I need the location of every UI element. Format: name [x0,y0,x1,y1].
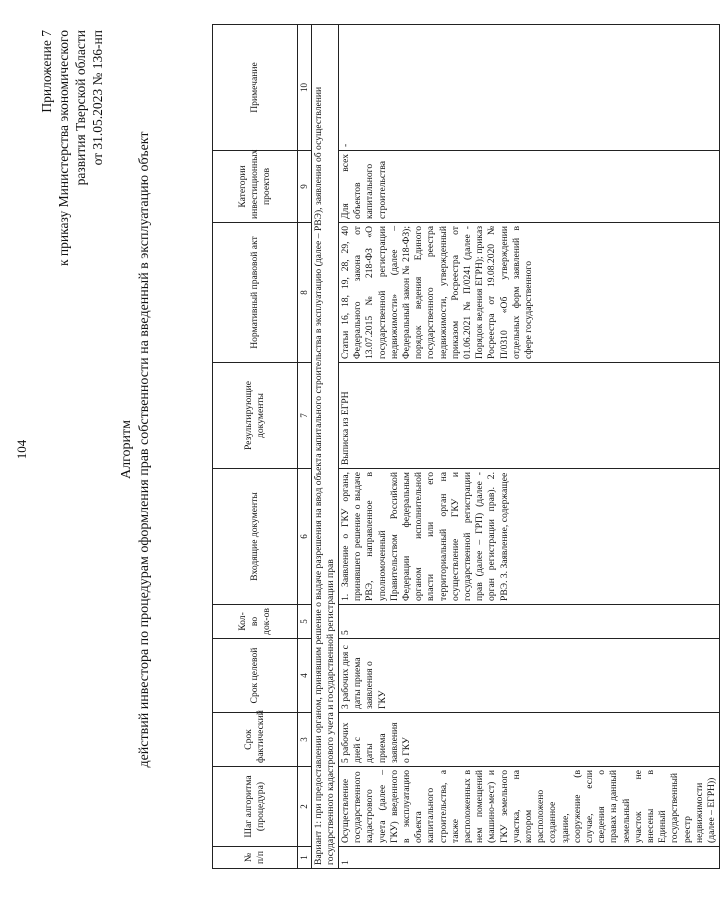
header-legal-act: Нормативный правовой акт [213,223,298,363]
column-number: 9 [298,151,312,223]
document-title: Алгоритм [119,420,134,479]
column-number: 1 [298,847,312,869]
column-number: 6 [298,469,312,605]
legal-act-cell: Статьи 16, 18, 19, 28, 29, 40 Федерального закона от 13.07.2015 № 218-ФЗ «О государственной регистрации недвижимости» (далее – Федеральный закон № 218-ФЗ); порядок ведения Единого государственного реестра недвижимости, утвержденный приказом Росреестра от 01.06.2021 № П/0241 (далее - Порядок ведения ЕГРН); приказ Росреестра от 19.08.2020 № П/0310 «Об утверждении отдельных форм заявлений в сфере государственного [339,223,720,363]
column-number: 7 [298,363,312,469]
header-result-docs: Результирующие документы [213,363,298,469]
header-input-docs: Входящие документы [213,469,298,605]
header-step: Шаг алгоритма (процедура) [213,767,298,847]
appendix-line-4: от 31.05.2023 № 136-нп [90,30,105,166]
appendix-reference [38,30,106,266]
header-target-term: Срок целевой [213,639,298,713]
table-header-row [213,25,298,869]
header-note: Примечание [213,25,298,151]
appendix-line-2: к приказу Министерства экономического [56,30,71,267]
header-actual-term: Срок фактический [213,713,298,767]
target-term-cell: 3 рабочих дня с даты приема заявления о ГКУ [339,639,720,713]
header-number: № п/п [213,847,298,869]
column-number: 8 [298,223,312,363]
result-docs-cell: Выписка из ЕГРН [339,363,720,469]
document-subtitle: действий инвестора по процедурам оформления прав собственности на введенный в эксплуатацию объект [137,131,152,768]
column-number: 5 [298,605,312,639]
column-number: 4 [298,639,312,713]
variant-description: Вариант 1: при предоставлении органом, принявшим решение о выдаче разрешения на ввод объекта капитального строительства в эксплуатацию (далее – РВЭ), заявления об осуществлении государственного кадастрового учета и государственной регистрации прав [312,25,339,869]
header-categories: Категории инвестиционных проектов [213,151,298,223]
appendix-line-3: развития Тверской области [73,30,88,186]
column-number: 3 [298,713,312,767]
appendix-line-1: Приложение 7 [39,30,54,113]
algorithm-table [212,24,720,869]
doc-count-cell: 5 [339,605,720,639]
row-number: 1 [339,847,720,869]
column-number: 10 [298,25,312,151]
table-row [339,25,720,869]
input-docs-cell: 1. Заявление о ГКУ органа, принявшего решение о выдаче РВЭ, направленное в уполномоченный Правительством Российской Федерации федеральным органом исполнительной власти или его территориальный орган на осуществление ГКУ и государственной регистрации прав (далее – ГРП) (далее - орган регистрации прав). 2. РВЭ. 3. Заявление, содержащее [339,469,720,605]
actual-term-cell: 5 рабочих дней с даты приема заявления о ГКУ [339,713,720,767]
variant-row [312,25,339,869]
document-titles [118,0,154,899]
column-number-row [298,25,312,869]
page-number: 104 [14,439,29,460]
note-cell: - [339,25,720,151]
step-cell: Осуществление государственного кадастрового учета (далее – ГКУ) введенного в эксплуатацию объекта капитального строительства, а также расположенных в нем помещений (машино-мест) и ГКУ земельного участка, на котором расположено созданное здание, сооружение (в случае, если сведения о правах на данный земельный участок не внесены в Единый государственный реестр недвижимости (далее – ЕГРН)) [339,767,720,847]
column-number: 2 [298,767,312,847]
categories-cell: Для всех объектов капитального строительства [339,151,720,223]
header-doc-count: Кол-во док-ов [213,605,298,639]
